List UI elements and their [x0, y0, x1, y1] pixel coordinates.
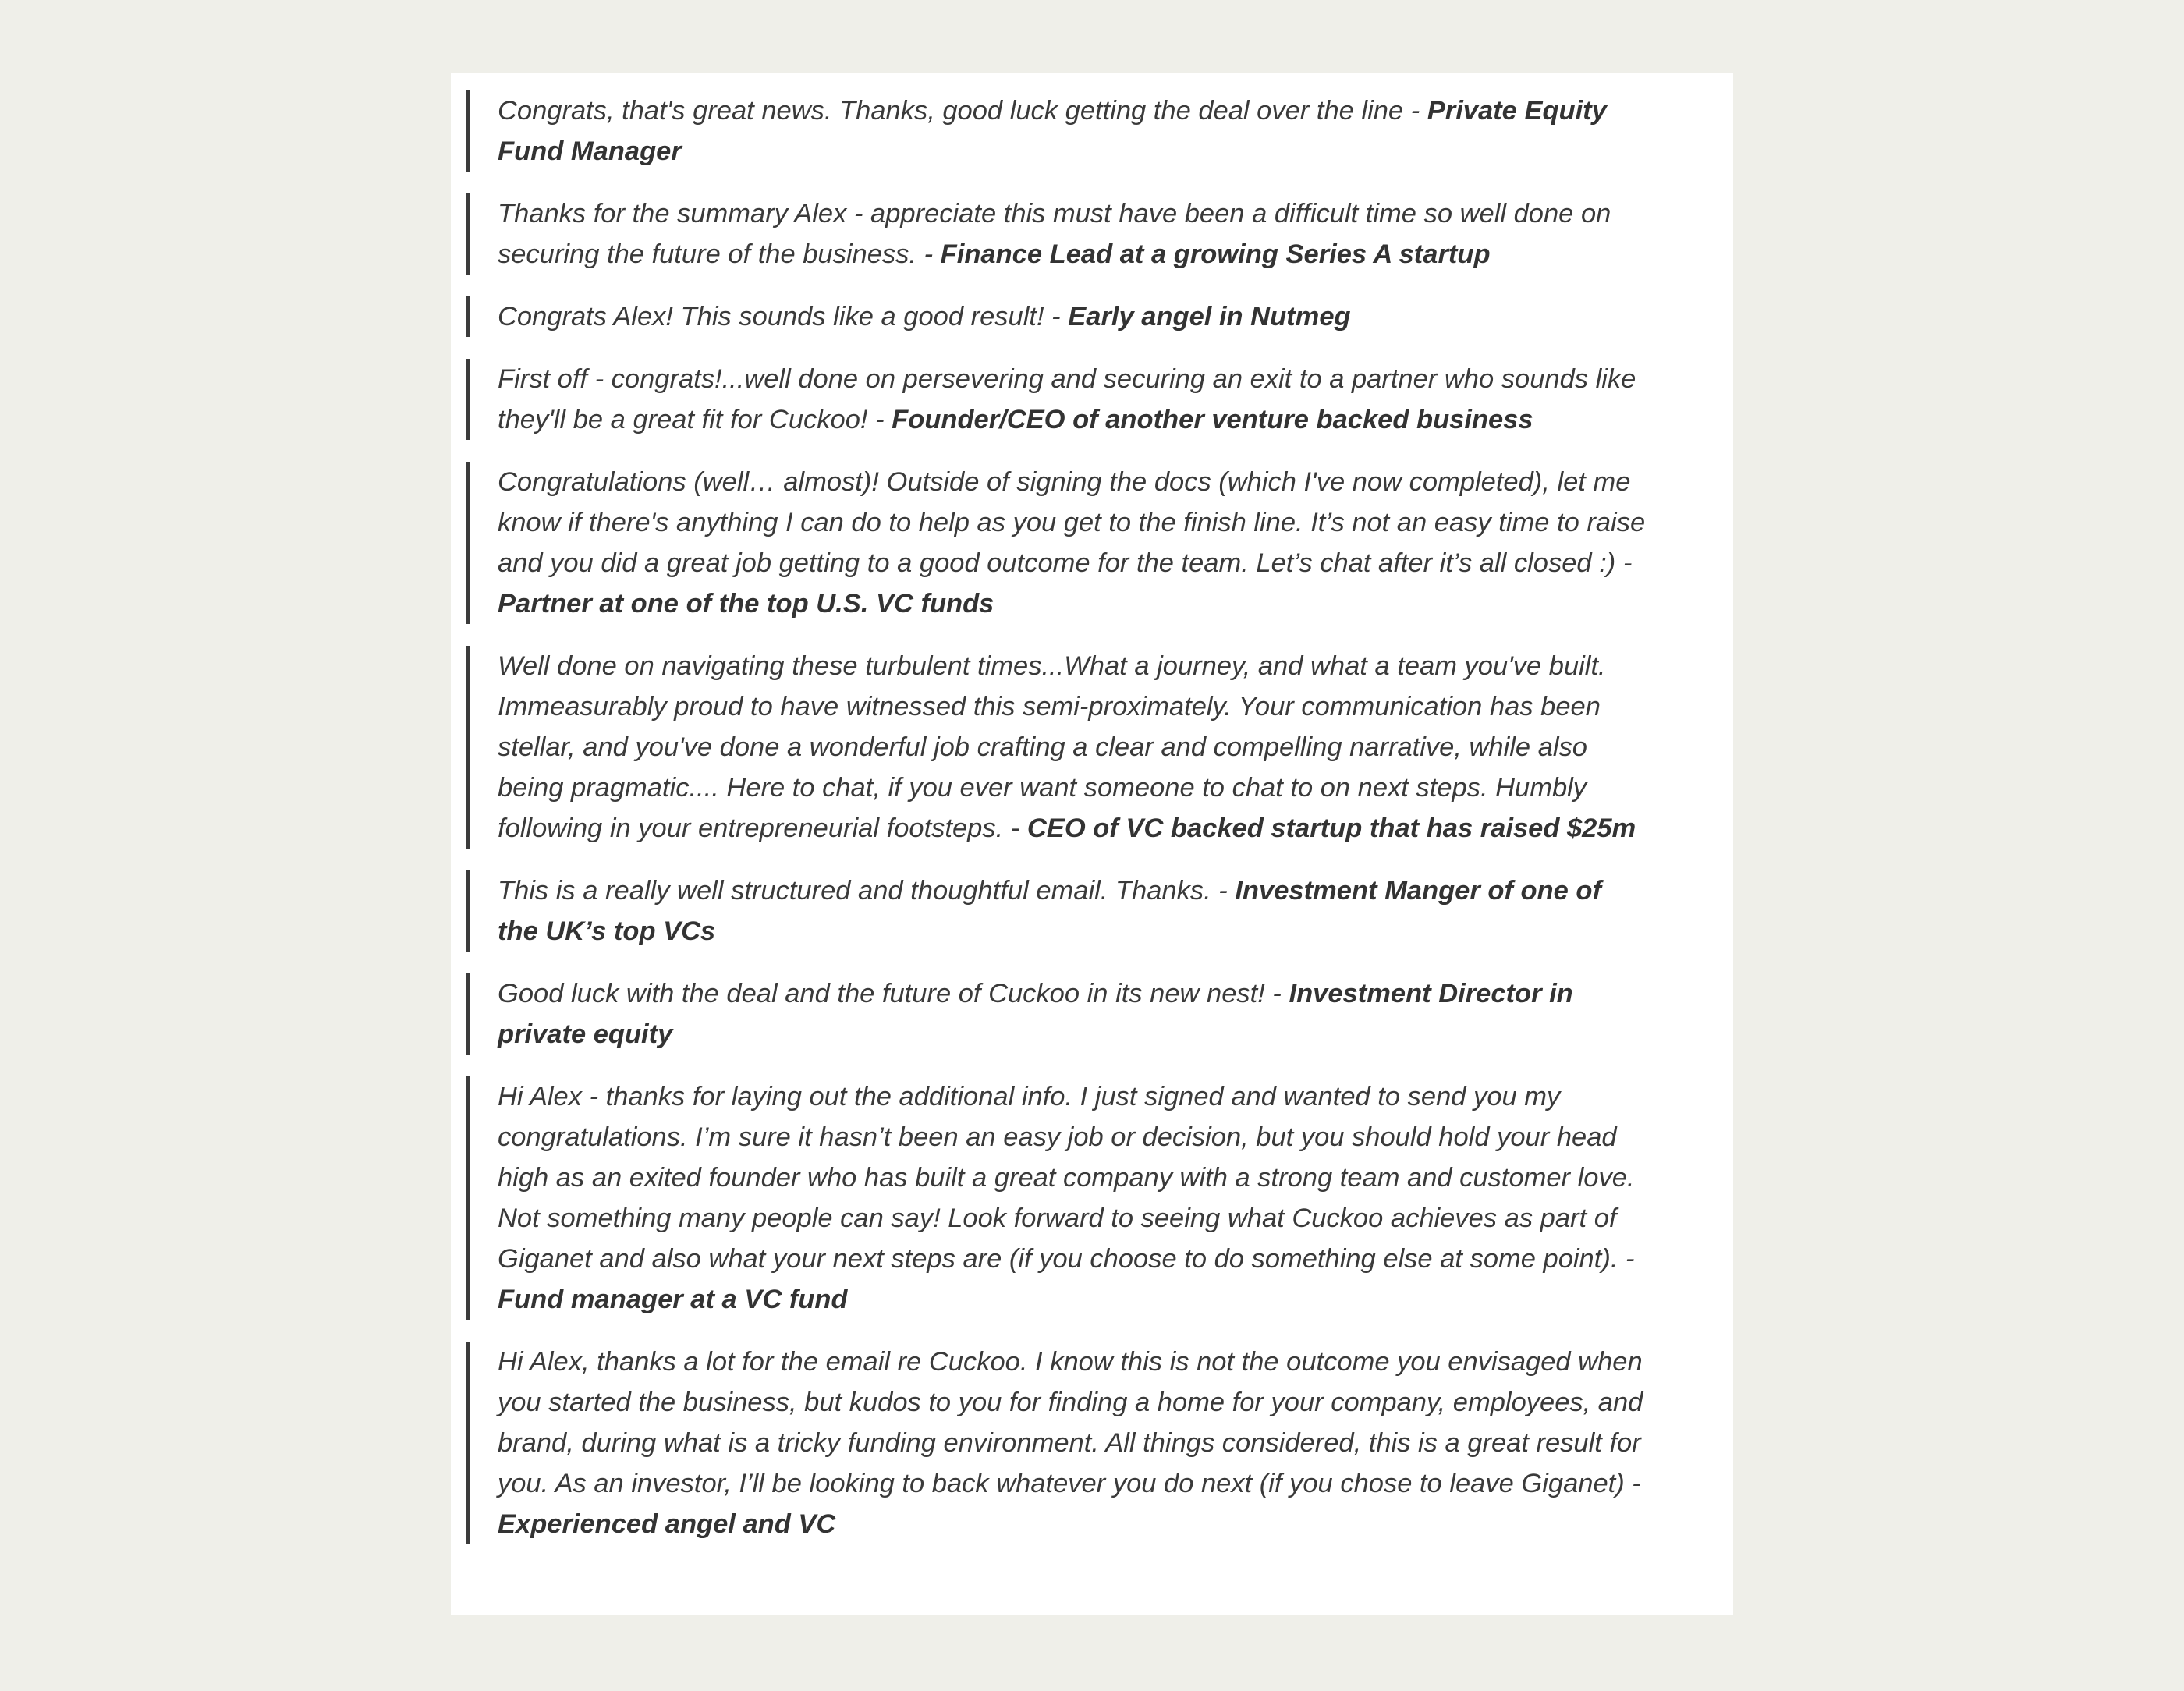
testimonial-quote	[466, 1076, 1648, 1320]
testimonial-text: Well done on navigating these turbulent times...What a journey, and what a team you've built. Immeasurably proud to have witnessed this semi-proximately. Your communication has been stellar, and you've done a wonderful job crafting a clear and compelling narrative, while also being pragmatic.... Here to chat, if you ever want someone to chat to on next steps. Humbly following in your entrepreneurial footsteps.	[498, 651, 1606, 843]
testimonial-text: Congrats, that's great news. Thanks, good luck getting the deal over the line	[498, 96, 1404, 126]
attribution-separator: -	[1003, 814, 1027, 843]
attribution-separator: -	[1624, 1469, 1641, 1498]
testimonial-quote	[466, 296, 1648, 337]
testimonial-attribution: Investment Director in private equity	[498, 979, 1573, 1049]
attribution-separator: -	[1403, 96, 1427, 126]
testimonial-text: Thanks for the summary Alex - appreciate this must have been a difficult time so well done on securing the future of the business.	[498, 199, 1611, 269]
testimonial-attribution: Fund manager at a VC fund	[498, 1285, 848, 1314]
testimonial-quote	[466, 646, 1648, 849]
testimonial-text: Hi Alex - thanks for laying out the additional info. I just signed and wanted to send you my congratulations. I’m sure it hasn’t been an easy job or decision, but you should hold your head high as an exited founder who has built a great company with a strong team and customer love. Not something many people can say! Look forward to seeing what Cuckoo achieves as part of Giganet and also what your next steps are (if you choose to do something else at some point).	[498, 1082, 1635, 1274]
testimonial-attribution: CEO of VC backed startup that has raised $25m	[1026, 814, 1636, 843]
testimonial-attribution: Finance Lead at a growing Series A startup	[940, 239, 1491, 269]
attribution-separator: -	[867, 405, 892, 434]
testimonial-text: Congrats Alex! This sounds like a good result!	[498, 302, 1044, 331]
testimonial-text: Congratulations (well… almost)! Outside of signing the docs (which I've now completed), let me know if there's anything I can do to help as you get to the finish line. It’s not an easy time to raise and you did a great job getting to a good outcome for the team. Let’s chat after it’s all closed :)	[498, 467, 1646, 578]
testimonial-text: Good luck with the deal and the future of Cuckoo in its new nest!	[498, 979, 1265, 1009]
testimonial-quote	[466, 1342, 1648, 1544]
testimonials-card	[451, 73, 1733, 1615]
testimonial-quote	[466, 359, 1648, 440]
testimonial-attribution: Early angel in Nutmeg	[1068, 302, 1351, 331]
testimonial-text: Hi Alex, thanks a lot for the email re Cuckoo. I know this is not the outcome you envisaged when you started the business, but kudos to you for finding a home for your company, employees, and brand, during what is a tricky funding environment. All things considered, this is a great result for you. As an investor, I’ll be looking to back whatever you do next (if you chose to leave Giganet)	[498, 1347, 1643, 1498]
testimonial-attribution: Investment Manger of one of the UK’s top VCs	[498, 876, 1601, 946]
attribution-separator: -	[1044, 302, 1069, 331]
testimonial-attribution: Partner at one of the top U.S. VC funds	[498, 589, 994, 619]
attribution-separator: -	[1211, 876, 1236, 906]
testimonial-quote	[466, 193, 1648, 275]
testimonial-text: First off - congrats!...well done on persevering and securing an exit to a partner who sounds like they'll be a great fit for Cuckoo!	[498, 364, 1636, 434]
attribution-separator: -	[916, 239, 941, 269]
testimonial-quote	[466, 462, 1648, 624]
testimonial-attribution: Experienced angel and VC	[498, 1509, 836, 1539]
attribution-separator: -	[1615, 548, 1633, 578]
attribution-separator: -	[1618, 1244, 1635, 1274]
testimonial-quote	[466, 973, 1648, 1055]
attribution-separator: -	[1264, 979, 1289, 1009]
testimonial-text: This is a really well structured and thoughtful email. Thanks.	[498, 876, 1211, 906]
testimonial-quote	[466, 90, 1648, 172]
testimonial-attribution: Private Equity Fund Manager	[498, 96, 1607, 166]
testimonial-quote	[466, 870, 1648, 952]
testimonial-attribution: Founder/CEO of another venture backed business	[892, 405, 1533, 434]
